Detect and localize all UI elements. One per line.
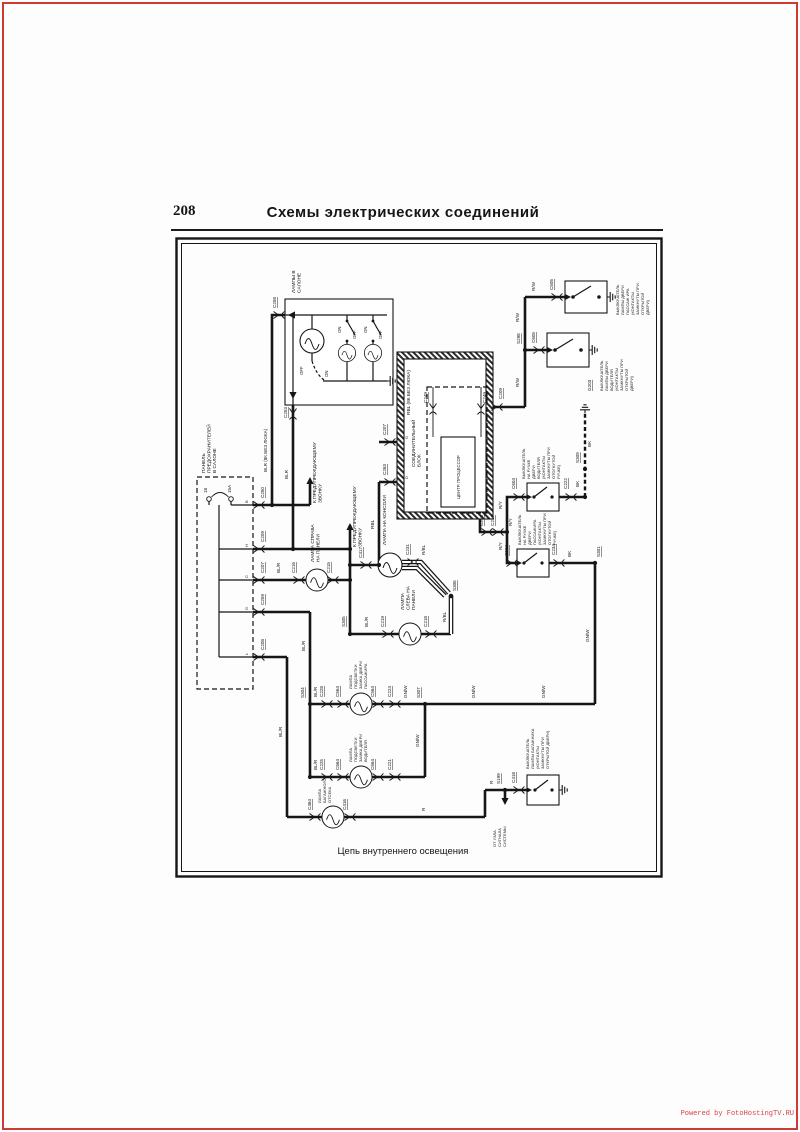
connector-ref: C418 xyxy=(511,772,516,783)
switch-label: ВЫКЛЮЧАТЕЛЬНА РУЧКЕДВЕРИВОДИТЕЛЯ(КОНТАКТЫЗАМКНУТЫ ПРИОТОГНУТОЙРУЧКЕ) xyxy=(521,447,561,479)
arrow-down-icon xyxy=(501,798,508,805)
wire-label: BLR xyxy=(284,470,289,479)
trunk-lamp-switch xyxy=(492,728,567,847)
connector-ref: C664 xyxy=(370,759,375,770)
connector-ref: C218 xyxy=(479,515,484,526)
wire-label: BK xyxy=(567,550,572,557)
wire-label: GN/W xyxy=(471,685,476,698)
page-number: 208 xyxy=(173,203,196,219)
lamp-icon xyxy=(399,623,421,645)
pin-letter: G xyxy=(244,606,249,610)
splice-ref: S309 xyxy=(575,452,580,463)
wire-label: BK xyxy=(587,440,592,447)
connector-ref: C250 xyxy=(260,487,265,498)
lamp-icon xyxy=(306,569,328,591)
splice-ref: S307 xyxy=(416,687,421,698)
dome-lamps-label: ЛАМПЫ ВСАЛОНЕ xyxy=(292,270,303,293)
cpu-label: ЦЕНТР. ПРОЦЕССОР xyxy=(456,455,461,499)
connector-ref: C209 xyxy=(260,531,265,542)
connector-ref: C263 xyxy=(382,464,387,475)
connector-ref: C224 xyxy=(387,686,392,697)
wire-label: R/W xyxy=(515,313,520,322)
lamp-label: ЛАМПА СПРАВАНА ПАНЕЛИ xyxy=(311,524,322,562)
switch-label: ВЫКЛЮЧАТЕЛЬЛАМПЫ ДВЕРИВОДИТЕЛЯ(КОНТАКТЫЗАМКНУТЫ ПРИОТКРЫТОЙДВЕРИ) xyxy=(599,359,634,391)
panel-lamp-left xyxy=(380,585,437,645)
pin-letter: H xyxy=(244,544,249,547)
switch-label: ВЫКЛЮЧАТЕЛЬЛАМПЫ ДВЕРИПАССАЖ ИРА(КОНТАКТЫЗАМКНУТЫ ПРИОТКРЫТОЙДВЕРИ) xyxy=(615,283,650,315)
connector-ref: C216 xyxy=(291,562,296,573)
connector-ref: C228 xyxy=(319,686,324,697)
splice-ref: S298 xyxy=(516,333,521,344)
splice-ref: S306 xyxy=(452,580,457,591)
connector-ref: C217 xyxy=(490,515,495,526)
map-lamp-icon xyxy=(364,344,381,361)
connector-ref: C208 xyxy=(260,639,265,650)
connector-ref: C207 xyxy=(382,424,387,435)
wire-label: R xyxy=(421,807,426,811)
pin-letter: C xyxy=(244,575,249,578)
lamp-label: ЛАМПА НА КОНСОЛИ xyxy=(383,495,388,545)
rbl-note: RBL (8К БЕЗ ЛЮКА) xyxy=(407,370,412,415)
connector-ref: C664 xyxy=(335,759,340,770)
fuse-terminal xyxy=(207,497,212,502)
header-divider xyxy=(171,229,663,231)
wire-label: GN/W xyxy=(403,685,408,698)
connector-ref: C505 xyxy=(549,279,554,290)
passenger-lock-lamp xyxy=(319,661,401,715)
trunk-lamp xyxy=(307,778,356,828)
ground-icon xyxy=(559,785,567,795)
fuse-id: 18 xyxy=(203,487,208,493)
wire-label: R xyxy=(489,780,494,784)
wire-label: R/Y xyxy=(498,501,503,509)
lamp-label: ЛАМПАБАГАЖНОГООТСЕКА xyxy=(317,778,332,803)
fuse-rating: 15A xyxy=(227,484,232,493)
wire-label: R/W xyxy=(531,282,536,291)
fuse-panel-label: ПАНЕЛЬПРЕДОХРАНИТЕЛЕЙВ САЛОНЕ xyxy=(202,424,218,473)
ground-icon xyxy=(607,292,615,302)
wire-label: R/Y xyxy=(508,518,513,526)
connector-ref: C249 xyxy=(423,392,428,403)
page-title: Схемы электрических соединений xyxy=(266,204,540,221)
lamp-icon xyxy=(322,806,344,828)
connector-ref: C416 xyxy=(342,799,347,810)
splice-ref: S304 xyxy=(300,687,305,698)
junction-block-label: СОЕДИНИТЕЛЬНЫЙБЛОК xyxy=(412,419,423,467)
switch-pos-off: OFF xyxy=(378,330,383,339)
ground-icon xyxy=(580,405,590,413)
dome-lamps-unit xyxy=(272,270,395,419)
wire-label: BL/R xyxy=(313,759,318,770)
driver-door-lamp-switch xyxy=(531,332,634,391)
wire-label: BL/R xyxy=(276,562,281,573)
wire-label: R/Y xyxy=(498,542,503,550)
wire-label: BL/R xyxy=(278,726,283,737)
switch-label: ВЫКЛЮЧАТЕЛЬНА РУЧКЕДВЕРИПАССАЖИРА(КОНТАКТЫЗАМКНУТЫ ПРИОТОГНУТОЙРУЧКЕ) xyxy=(517,513,557,545)
to-warning-chime-label: К ПРЕДУПРЕЖДАЮЩЕМУЗВОНКУ xyxy=(313,442,324,503)
fuse-internal-wires xyxy=(209,501,253,657)
switch-label: ВЫКЛЮЧАТЕЛЬЛАМПЫ БАГАЖНИКА(КОНТАКТЫЗАМКНУТЫ ПРИОТКРЫТОЙ ДВЕРИ) xyxy=(525,728,550,769)
wire-label: GN/W xyxy=(585,629,590,642)
fuse-terminal xyxy=(229,497,234,502)
bk-ground-branch xyxy=(563,379,601,557)
ground-icon xyxy=(589,345,597,355)
switch-pos-on: ON xyxy=(324,370,329,377)
connector-ref: C218 xyxy=(423,616,428,627)
ground-ref: G203 xyxy=(587,379,592,391)
connector-ref: C253 xyxy=(283,407,288,418)
lamp-label: ЛАМПАПОДСВЕТКИЗАМКА ДВЕРИПАССАЖИРА xyxy=(348,660,368,689)
connector-ref: C259 xyxy=(260,594,265,605)
splice-ref: S305 xyxy=(341,616,346,627)
connector-ref: C605 xyxy=(531,332,536,343)
connector-ref: C604 xyxy=(511,478,516,489)
pin-letter: L xyxy=(244,652,249,655)
pin-letter: B xyxy=(244,500,249,503)
connector-ref: C207 xyxy=(260,562,265,573)
wire-label: GN/W xyxy=(415,734,420,747)
switch-pos-off: OFF xyxy=(352,330,357,339)
connector-ref: C464 xyxy=(307,799,312,810)
wire-label: R/BL xyxy=(421,544,426,555)
fuse-element-icon xyxy=(212,493,229,498)
connector-ref: C219 xyxy=(380,616,385,627)
switch-pos-on: ON xyxy=(363,326,368,333)
connector-ref: C258 xyxy=(272,297,277,308)
to-warning-chime-label: К ПРЕДУПРЕЖДАЮЩЕМУЗВОНКУ xyxy=(353,486,364,547)
lamp-icon xyxy=(350,693,372,715)
wire-label: R/BL xyxy=(442,611,447,622)
splice-ref: S301 xyxy=(596,546,601,557)
wire-label: BLR (8К БЕЗ ЛЮКА) xyxy=(263,428,268,472)
diagram-caption: Цепь внутреннего освещения xyxy=(337,846,469,857)
wire-label: GN/W xyxy=(541,685,546,698)
connector-ref: C504 xyxy=(504,545,509,556)
driver-lock-lamp xyxy=(319,734,401,788)
connector-ref: C221 xyxy=(387,759,392,770)
wiring-diagram-panel xyxy=(175,237,663,883)
pin-letter: D xyxy=(404,476,409,479)
switch-pos-off: OFF xyxy=(299,366,304,375)
map-lamp-icon xyxy=(338,344,355,361)
connector-ref: C215 xyxy=(326,562,331,573)
connector-ref: C564 xyxy=(370,686,375,697)
connector-ref: C222 xyxy=(563,478,568,489)
connector-ref: C231 xyxy=(405,544,410,555)
connector-ref: C564 xyxy=(335,686,340,697)
connector-ref: C225 xyxy=(319,759,324,770)
connector-ref: C209 xyxy=(498,388,503,399)
pin-letter: G xyxy=(404,435,409,439)
wire-label: BL/R xyxy=(364,616,369,627)
connector-ref: C234 xyxy=(551,544,556,555)
lamp-icon xyxy=(378,553,402,577)
wire-label: RBL xyxy=(371,519,376,529)
connector-ref: C317 xyxy=(358,547,363,558)
passenger-handle-switch xyxy=(504,513,565,577)
lamp-icon xyxy=(350,766,372,788)
dome-lamp-icon xyxy=(300,329,324,353)
wire-label: BL/R xyxy=(313,686,318,697)
fuse-panel xyxy=(197,424,265,689)
from-system-node-label: ОТ УЗЛАСИГНАЛАСИСТЕМЫ xyxy=(492,826,507,847)
switch-pos-on: ON xyxy=(337,326,342,333)
wire-label: BK xyxy=(575,480,580,487)
lamp-label: ЛАМПАПОДСВЕТКИЗАМКА ДВЕРИВОДИТЕЛЯ xyxy=(348,733,368,762)
connector-ref: C249 xyxy=(482,392,487,403)
wire-label: BL/R xyxy=(301,640,306,651)
wire-label: R/W xyxy=(515,378,520,387)
watermark: Powered by FotoHostingTV.RU xyxy=(680,1110,794,1118)
splice-ref: S199 xyxy=(496,773,501,784)
wiring-diagram xyxy=(175,237,663,878)
lamp-label: ЛАМПАСЛЕВА НАПАНЕЛИ xyxy=(401,586,417,610)
driver-handle-switch xyxy=(511,447,561,511)
